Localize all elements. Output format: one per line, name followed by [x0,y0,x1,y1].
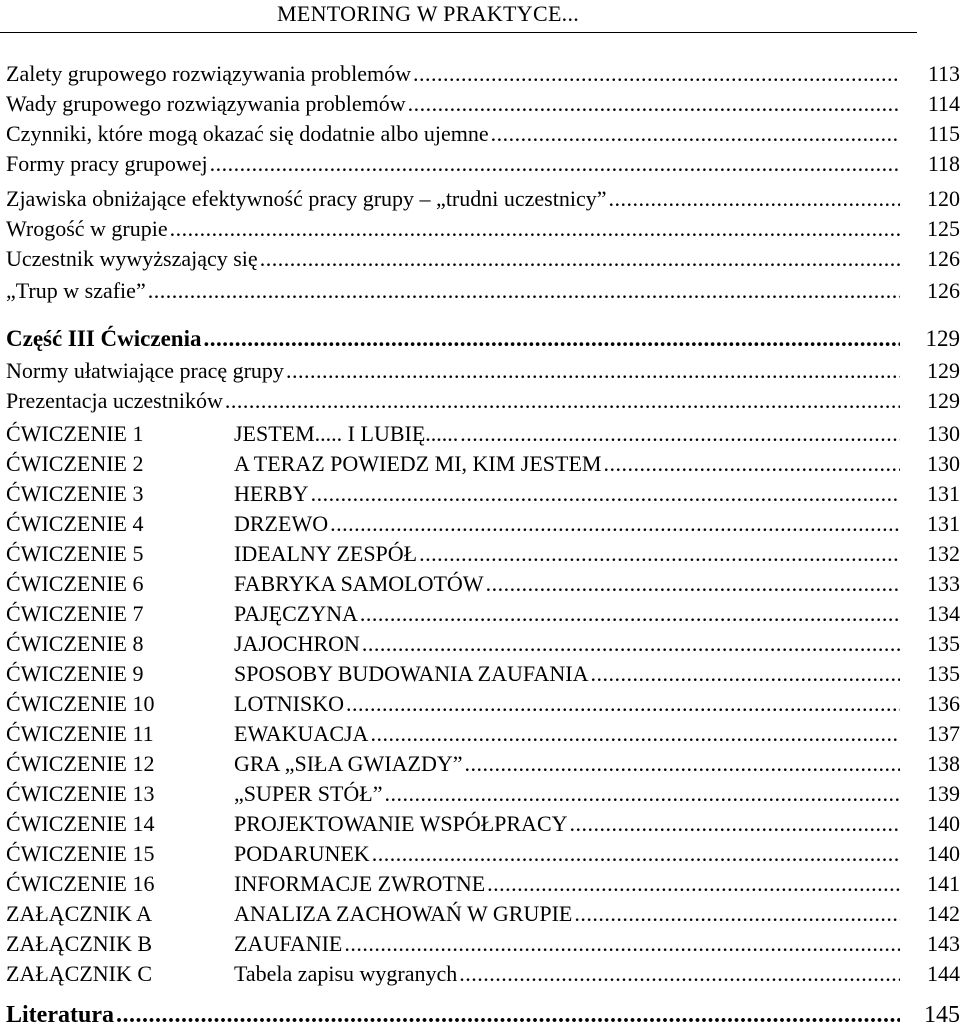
toc-exercise-entry[interactable] [6,839,960,869]
toc-page-number: 142 [927,901,960,926]
exercise-title: ZAUFANIE [234,931,343,956]
exercise-code: ĆWICZENIE 1 [6,421,144,446]
dot-leader [419,539,900,569]
dot-leader [330,509,900,539]
toc-entry[interactable] [6,386,960,416]
toc-entry[interactable] [6,244,960,274]
toc-page-number: 114 [927,91,960,116]
toc-page-number: 138 [927,751,960,776]
exercise-code: ĆWICZENIE 8 [6,631,144,656]
dot-leader [311,479,900,509]
dot-leader [491,119,900,149]
dot-leader [590,659,900,689]
toc-entry-label: Normy ułatwiające pracę grupy [6,358,284,383]
exercise-code: ĆWICZENIE 7 [6,601,144,626]
toc-literature-label: Literatura [6,1002,114,1028]
toc-page-number: 140 [927,811,960,836]
toc-part-label: Część III Ćwiczenia [6,326,202,351]
toc-exercise-entry[interactable] [6,419,960,449]
exercise-title: JESTEM..... I LUBIĘ...... [234,421,459,446]
toc-page-number: 126 [927,278,960,303]
toc-entry[interactable] [6,119,960,149]
toc-page-number: 129 [925,326,960,351]
exercise-title: ANALIZA ZACHOWAŃ W GRUPIE [234,901,573,926]
toc-page-number: 132 [927,541,960,566]
toc-exercise-entry[interactable] [6,629,960,659]
toc-entry-label: Prezentacja uczestników [6,388,223,413]
toc-exercise-entry[interactable] [6,689,960,719]
exercise-code: ĆWICZENIE 10 [6,691,155,716]
toc-exercise-entry[interactable] [6,869,960,899]
dot-leader [465,749,900,779]
exercise-code: ĆWICZENIE 16 [6,871,155,896]
toc-page-number: 137 [927,721,960,746]
dot-leader [260,244,900,274]
exercise-code: ĆWICZENIE 2 [6,451,144,476]
exercise-title: A TERAZ POWIEDZ MI, KIM JESTEM [234,451,602,476]
toc-page-number: 145 [924,1002,960,1028]
toc-entry[interactable] [6,59,960,89]
dot-leader [370,719,900,749]
dot-leader [344,929,900,959]
toc-exercise-entry[interactable] [6,749,960,779]
toc-page-number: 130 [927,451,960,476]
exercise-code: ZAŁĄCZNIK C [6,961,153,986]
toc-entry[interactable] [6,89,960,119]
toc-page-number: 144 [927,961,960,986]
toc-exercise-entry[interactable] [6,509,960,539]
exercise-title: EWAKUACJA [234,721,369,746]
dot-leader [203,324,900,354]
toc-page-number: 143 [927,931,960,956]
toc-page-number: 141 [927,871,960,896]
toc-entry-label: Zalety grupowego rozwiązywania problemów [6,61,412,86]
toc-literature[interactable] [6,1000,960,1030]
dot-leader [360,599,900,629]
toc-entry[interactable] [6,149,960,179]
exercise-code: ĆWICZENIE 6 [6,571,144,596]
toc-page-number: 136 [927,691,960,716]
toc-page-number: 129 [927,388,960,413]
dot-leader [116,1000,900,1030]
dot-leader [487,869,900,899]
toc-entry-label: Czynniki, które mogą okazać się dodatnie albo ujemne [6,121,489,146]
toc-entry-label: Uczestnik wywyższający się [6,246,258,271]
toc-entry-label: „Trup w szafie” [6,278,146,303]
toc-exercise-entry[interactable] [6,899,960,929]
toc-exercise-entry[interactable] [6,599,960,629]
toc-page-number: 131 [927,481,960,506]
dot-leader [362,629,900,659]
toc-page-number: 140 [927,841,960,866]
dot-leader [486,569,900,599]
dot-leader [408,89,900,119]
toc-entry-label: Zjawiska obniżające efektywność pracy grupy – „trudni uczestnicy” [6,186,607,211]
toc-entry[interactable] [6,214,960,244]
exercise-code: ĆWICZENIE 4 [6,511,144,536]
toc-page-number: 139 [927,781,960,806]
toc-exercise-entry[interactable] [6,809,960,839]
exercise-code: ĆWICZENIE 9 [6,661,144,686]
dot-leader [225,386,900,416]
toc-page-number: 120 [927,186,960,211]
toc-exercise-entry[interactable] [6,779,960,809]
toc-page-number: 129 [927,358,960,383]
toc-page-number: 113 [927,61,960,86]
exercise-code: ĆWICZENIE 15 [6,841,155,866]
toc-exercise-entry[interactable] [6,569,960,599]
exercise-code: ĆWICZENIE 12 [6,751,155,776]
dot-leader [148,276,900,306]
dot-leader [286,356,900,386]
toc-page-number: 126 [927,246,960,271]
dot-leader [170,214,900,244]
exercise-title: SPOSOBY BUDOWANIA ZAUFANIA [234,661,589,686]
toc-entry[interactable] [6,356,960,386]
dot-leader [608,184,900,214]
toc-entry-label: Wrogość w grupie [6,216,168,241]
running-header [0,0,917,33]
dot-leader [460,419,900,449]
exercise-title: PAJĘCZYNA [234,601,358,626]
toc-entry[interactable] [6,184,960,214]
toc-exercise-entry[interactable] [6,449,960,479]
dot-leader [574,899,900,929]
exercise-title: LOTNISKO [234,691,344,716]
exercise-title: HERBY [234,481,309,506]
exercise-title: FABRYKA SAMOLOTÓW [234,571,484,596]
exercise-code: ZAŁĄCZNIK A [6,901,153,926]
exercise-title: PROJEKTOWANIE WSPÓŁPRACY [234,811,568,836]
dot-leader [459,959,900,989]
toc-exercise-entry[interactable] [6,539,960,569]
toc-exercise-entry[interactable] [6,929,960,959]
toc-exercise-entry[interactable] [6,659,960,689]
toc-exercise-entry[interactable] [6,479,960,509]
toc-entry-label: Formy pracy grupowej [6,151,208,176]
exercise-title: DRZEWO [234,511,329,536]
exercise-title: PODARUNEK [234,841,370,866]
toc-page-number: 134 [927,601,960,626]
dot-leader [210,149,900,179]
toc-page-number: 130 [927,421,960,446]
exercise-code: ZAŁĄCZNIK B [6,931,153,956]
toc-page-number: 118 [927,151,960,176]
header-title: MENTORING W PRAKTYCE... [277,1,580,26]
dot-leader [372,839,900,869]
dot-leader [385,779,901,809]
toc-entry[interactable] [6,276,960,306]
toc-page-number: 115 [927,121,960,146]
dot-leader [346,689,900,719]
toc-exercise-entry[interactable] [6,719,960,749]
dot-leader [603,449,900,479]
exercise-title: „SUPER STÓŁ” [234,781,383,806]
exercise-code: ĆWICZENIE 11 [6,721,154,746]
toc-part-heading[interactable] [6,324,960,354]
toc-page-number: 133 [927,571,960,596]
exercise-title: GRA „SIŁA GWIAZDY” [234,751,463,776]
exercise-title: IDEALNY ZESPÓŁ [234,541,418,566]
toc-page-number: 135 [927,631,960,656]
toc-page-number: 131 [927,511,960,536]
exercise-code: ĆWICZENIE 5 [6,541,144,566]
toc-entry-label: Wady grupowego rozwiązywania problemów [6,91,406,116]
exercise-code: ĆWICZENIE 13 [6,781,155,806]
exercise-title: INFORMACJE ZWROTNE [234,871,486,896]
exercise-code: ĆWICZENIE 14 [6,811,155,836]
exercise-code: ĆWICZENIE 3 [6,481,144,506]
dot-leader [413,59,900,89]
exercise-title: Tabela zapisu wygranych [234,961,458,986]
exercise-title: JAJOCHRON [234,631,360,656]
toc-page-number: 125 [927,216,960,241]
toc-exercise-entry[interactable] [6,959,960,989]
dot-leader [570,809,900,839]
toc-page-number: 135 [927,661,960,686]
